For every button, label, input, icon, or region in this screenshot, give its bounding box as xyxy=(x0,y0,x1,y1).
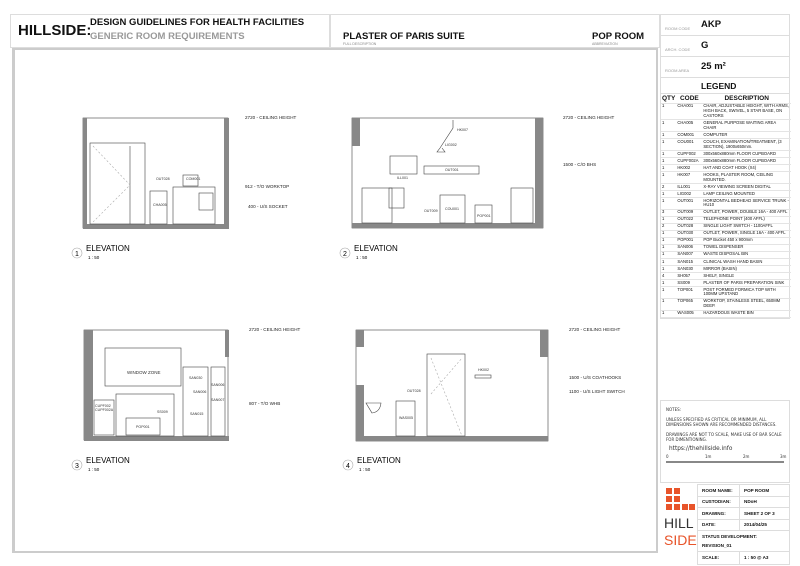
legend-qty: 1 xyxy=(661,286,676,298)
tag: WINDOW ZONE xyxy=(127,370,161,375)
legend-row xyxy=(661,265,791,272)
legend-description: WORKTOP, STAINLESS STEEL, 650MM DEEP. xyxy=(702,298,791,310)
legend-code: CHA005 xyxy=(676,120,702,132)
note: DRAWINGS ARE NOT TO SCALE, MAKE USE OF BAR SCALE FOR DIMENTIONING. xyxy=(666,432,782,442)
room-code-label: ROOM CODE xyxy=(665,26,691,31)
elevation-number: 2 xyxy=(343,251,347,258)
legend-code: TOP065 xyxy=(676,298,702,310)
legend-row xyxy=(661,190,791,197)
legend-code: COU001 xyxy=(676,139,702,151)
col-code: CODE xyxy=(676,94,702,103)
elevation-title-2 xyxy=(340,244,398,260)
legend-qty: 2 xyxy=(661,183,676,190)
legend-row xyxy=(661,310,791,317)
tag: SAN030 xyxy=(189,376,203,380)
door xyxy=(427,354,465,436)
legend-code: OUT030 xyxy=(676,230,702,237)
level-label: 1500 - C/O BHS xyxy=(563,162,597,167)
legend-qty: 4 xyxy=(661,272,676,279)
custodian: NDoH xyxy=(744,499,757,505)
arch-code-label: ARCH. CODE xyxy=(665,47,691,52)
tag: OUT001 xyxy=(445,168,459,172)
legend-code: COM001 xyxy=(676,132,702,139)
legend-description: X-RAY VIEWING SCREEN DIGITAL xyxy=(702,183,791,190)
tag: HK002 xyxy=(478,368,489,372)
legend-qty: 1 xyxy=(661,216,676,223)
room-name: POP ROOM xyxy=(744,487,770,493)
legend-qty: 2 xyxy=(661,223,676,230)
legend-description: HORIZONTAL BEDHEAD SERVICE TRUNK - HU10 xyxy=(702,197,791,209)
legend-description: COUCH, EXAMINATION/TREATMENT, (3 SECTION), 1900x650mm. xyxy=(702,139,791,151)
drawing: SHEET 2 OF 3 xyxy=(744,510,775,516)
legend-qty: 1 xyxy=(661,158,676,165)
legend-description: HOOKS, PLASTER ROOM, CEILING MOUNTED. xyxy=(702,172,791,184)
legend-row xyxy=(661,103,791,120)
tag: CUPF002A xyxy=(95,408,114,412)
note: UNLESS SPECIFIED AS CRITICAL OR MINIMUM, ALL DIMENSIONS SHOWN ARE RECOMMENDED DISTANCES. xyxy=(666,417,777,427)
level-label: 400 - U/S SOCKET xyxy=(248,204,288,209)
legend-row xyxy=(661,286,791,298)
legend-row xyxy=(661,209,791,216)
status-label: STATUS DEVELOPMENT: xyxy=(702,534,757,539)
level-label: 2720 - CEILING HEIGHT xyxy=(245,115,297,120)
legend-title: LEGEND xyxy=(701,81,737,91)
legend-description: CHAIR, ADJUSTABLE HEIGHT, WITH ARMS, HIGH BACK, SWIVEL, 5 STAR BASE, ON CASTORS xyxy=(702,103,791,120)
legend-qty: 1 xyxy=(661,165,676,172)
tag: CUPF002 xyxy=(95,404,111,408)
legend-qty: 1 xyxy=(661,237,676,244)
desk xyxy=(362,188,392,223)
tag: ILL001 xyxy=(397,176,408,180)
room-outline xyxy=(84,330,228,440)
tag: POP001 xyxy=(477,214,491,218)
door xyxy=(90,143,145,224)
elevation-title: ELEVATION xyxy=(354,244,398,253)
legend-description: OUTLET, POWER, DOUBLE 16A - 400 AFFL xyxy=(702,209,791,216)
tag: COM001 xyxy=(186,177,201,181)
room-outline xyxy=(83,118,228,228)
tag: OUT028 xyxy=(407,389,421,393)
legend-qty: 1 xyxy=(661,258,676,265)
legend-row xyxy=(661,183,791,190)
scale-label: SCALE: xyxy=(698,552,740,564)
legend-qty: 1 xyxy=(661,230,676,237)
elevation-3-drawing xyxy=(84,330,229,441)
legend-description: MIRROR (BASIN) xyxy=(702,265,791,272)
sink-unit xyxy=(511,188,533,223)
elevation-1-drawing xyxy=(83,118,229,229)
legend-row xyxy=(661,237,791,244)
legend-qty: 1 xyxy=(661,265,676,272)
level-label: 2720 - CEILING HEIGHT xyxy=(249,327,301,332)
legend-row xyxy=(661,230,791,237)
hillside-logo xyxy=(662,486,697,550)
legend-code: SAN007 xyxy=(676,251,702,258)
legend-code: SAN030 xyxy=(676,265,702,272)
room-outline xyxy=(356,330,548,441)
coat-hooks xyxy=(475,375,491,378)
legend-qty: 1 xyxy=(661,298,676,310)
elevation-title-4 xyxy=(343,456,401,472)
legend-qty: 1 xyxy=(661,103,676,120)
legend-description: WASTE DISPOSAL BIN xyxy=(702,251,791,258)
legend-qty: 1 xyxy=(661,251,676,258)
scale: 1 : 50 @ A3 xyxy=(744,555,769,561)
tag: HK007 xyxy=(457,128,468,132)
tag: POP001 xyxy=(136,425,150,429)
brand-title: HILLSIDE: xyxy=(18,22,92,39)
abbreviation-label: ABBREVIATION xyxy=(592,42,618,46)
legend-row xyxy=(661,223,791,230)
level-label: 912 - T/O WORKTOP xyxy=(245,184,290,189)
full-description: PLASTER OF PARIS SUITE xyxy=(343,31,465,42)
wall xyxy=(224,118,229,228)
legend-row xyxy=(661,279,791,286)
room-area-label: ROOM AREA xyxy=(665,68,690,73)
ceiling-lamp xyxy=(437,120,453,152)
elevation-4-drawing xyxy=(356,330,548,441)
legend-row xyxy=(661,251,791,258)
elevation-title: ELEVATION xyxy=(357,456,401,465)
elevation-scale: 1 : 50 xyxy=(88,467,100,472)
legend-description: LAMP CEILING MOUNTED xyxy=(702,190,791,197)
legend-code: SH057 xyxy=(676,272,702,279)
worktop-unit xyxy=(116,394,174,436)
tag: SAN006 xyxy=(211,383,225,387)
date: 2014/04/25 xyxy=(744,522,767,528)
tag: OUT028 xyxy=(156,177,170,181)
legend-description: COMPUTER xyxy=(702,132,791,139)
legend-code: LIG002 xyxy=(676,190,702,197)
legend-qty: 1 xyxy=(661,120,676,132)
level-label: 2720 - CEILING HEIGHT xyxy=(563,115,615,120)
scale-tick: 1m xyxy=(705,454,712,459)
col-description: DESCRIPTION xyxy=(702,94,791,103)
legend-row xyxy=(661,139,791,151)
scale-tick: 2m xyxy=(743,454,750,459)
legend-description: CLINICAL WASH HAND BASIN xyxy=(702,258,791,265)
legend-code: CHA001 xyxy=(676,103,702,120)
legend-description: OUTLET, POWER, SINGLE 16A - 400 AFFL xyxy=(702,230,791,237)
legend-description: POP Bucket 450 x 900mm xyxy=(702,237,791,244)
level-label: 2720 - CEILING HEIGHT xyxy=(569,327,621,332)
elevation-title-1 xyxy=(72,244,130,260)
scale-tick: 3m xyxy=(780,454,787,459)
tag: WAS005 xyxy=(399,416,414,420)
room-code: AKP xyxy=(701,19,722,30)
legend-qty: 1 xyxy=(661,139,676,151)
svg-text:SIDE: SIDE xyxy=(664,532,697,548)
floor xyxy=(83,224,229,229)
room-outline xyxy=(352,118,543,228)
legend-code: SS009 xyxy=(676,279,702,286)
legend-code: TOP001 xyxy=(676,286,702,298)
svg-text:HILL: HILL xyxy=(664,515,694,531)
legend-description: SHELF, SINGLE xyxy=(702,272,791,279)
legend-row xyxy=(661,197,791,209)
full-description-label: FULL DESCRIPTION xyxy=(343,42,377,46)
website-link[interactable]: https://thehillside.info xyxy=(669,446,733,452)
legend-row xyxy=(661,158,791,165)
legend-row xyxy=(661,298,791,310)
elevation-number: 4 xyxy=(346,463,350,470)
legend-code: CUPF002A xyxy=(676,158,702,165)
document-subtitle: GENERIC ROOM REQUIREMENTS xyxy=(90,31,245,42)
elevation-scale: 1 : 50 xyxy=(88,255,100,260)
legend-description: 300x560x880mm FLOOR CUPBOARD xyxy=(702,158,791,165)
legend-description: 300x560x880mm FLOOR CUPBOARD xyxy=(702,151,791,158)
notes-panel xyxy=(660,400,790,483)
legend-qty: 1 xyxy=(661,190,676,197)
legend-code: OUT009 xyxy=(676,209,702,216)
wall xyxy=(83,118,87,228)
scale-tick: 0 xyxy=(666,454,669,459)
xray-viewer xyxy=(390,156,417,174)
level-label: 1500 - U/S COATHOOKS xyxy=(569,375,622,380)
elevation-number: 1 xyxy=(75,251,79,258)
col-qty: QTY xyxy=(662,94,676,102)
elevation-title: ELEVATION xyxy=(86,456,130,465)
worktop xyxy=(173,187,215,224)
legend-row xyxy=(661,216,791,223)
room-name-label: ROOM NAME: xyxy=(698,485,740,496)
basin xyxy=(366,403,381,413)
elevation-2-drawing xyxy=(352,118,543,228)
tag: SS009 xyxy=(157,410,168,414)
tag: SAN015 xyxy=(190,412,204,416)
notes-title: NOTES: xyxy=(666,407,681,412)
legend-row xyxy=(661,172,791,184)
document-title: DESIGN GUIDELINES FOR HEALTH FACILITIES xyxy=(90,17,305,28)
chair xyxy=(150,191,167,224)
legend-description: TELEPHONE POINT (400 AFFL) xyxy=(702,216,791,223)
custodian-label: CUSTODIAN: xyxy=(698,497,740,508)
legend-code: HK002 xyxy=(676,165,702,172)
scale-bar xyxy=(666,454,787,466)
legend-row xyxy=(661,132,791,139)
legend-code: OUT022 xyxy=(676,216,702,223)
legend-qty: 3 xyxy=(661,209,676,216)
legend-row xyxy=(661,165,791,172)
legend-qty: 1 xyxy=(661,197,676,209)
legend-row xyxy=(661,120,791,132)
office-chair xyxy=(199,193,213,210)
abbreviation: POP ROOM xyxy=(592,31,645,42)
legend-row xyxy=(661,244,791,251)
level-label: 1100 - U/S LIGHT SWITCH xyxy=(569,389,625,394)
tag: CHA005 xyxy=(153,203,167,207)
legend-row xyxy=(661,151,791,158)
elevation-scale: 1 : 50 xyxy=(359,467,371,472)
legend-code: POP001 xyxy=(676,237,702,244)
legend-row xyxy=(661,272,791,279)
window-zone xyxy=(105,348,181,386)
tag: COU001 xyxy=(445,207,459,211)
legend-row xyxy=(661,258,791,265)
legend-description: TOWEL DISPENSER xyxy=(702,244,791,251)
title-block xyxy=(697,484,790,565)
legend-qty: 1 xyxy=(661,310,676,317)
room-info-panel xyxy=(660,14,790,319)
legend-qty: 1 xyxy=(661,172,676,184)
tag: LIG002 xyxy=(445,143,457,147)
legend-table xyxy=(661,94,791,318)
legend-code: OUT028 xyxy=(676,223,702,230)
legend-qty: 1 xyxy=(661,151,676,158)
arch-code: G xyxy=(701,40,709,51)
legend-qty: 1 xyxy=(661,132,676,139)
legend-code: SAN015 xyxy=(676,258,702,265)
elevation-title-3 xyxy=(72,456,130,472)
legend-code: HK007 xyxy=(676,172,702,184)
elevation-number: 3 xyxy=(75,463,79,470)
date-label: DATE: xyxy=(698,520,740,531)
tag: OUT009 xyxy=(424,209,438,213)
legend-description: SINGLE LIGHT SWITCH - 1100AFFL xyxy=(702,223,791,230)
legend-code: WAS005 xyxy=(676,310,702,317)
legend-description: GENERAL PURPOSE WAITING AREA CHAIR xyxy=(702,120,791,132)
legend-code: ILL001 xyxy=(676,183,702,190)
legend-description: HAT AND COAT HOOK (X4) xyxy=(702,165,791,172)
level-label: 807 - T/O WHB xyxy=(249,401,281,406)
legend-code: CUPF002 xyxy=(676,151,702,158)
tag: SAN007 xyxy=(211,398,225,402)
elevation-title: ELEVATION xyxy=(86,244,130,253)
legend-code: OUT001 xyxy=(676,197,702,209)
drawing-label: DRAWING: xyxy=(698,508,740,519)
legend-qty: 1 xyxy=(661,279,676,286)
legend-description: PLASTER OF PARIS PREPARATION SINK xyxy=(702,279,791,286)
legend-description: POST FORMED FORMICA TOP WITH 100MM UPSTAND xyxy=(702,286,791,298)
legend-code: SAN006 xyxy=(676,244,702,251)
legend-description: HAZARDOUS WASTE BIN xyxy=(702,310,791,317)
legend-qty: 1 xyxy=(661,244,676,251)
status: REVISION_01 xyxy=(702,543,732,548)
elevation-scale: 1 : 50 xyxy=(356,255,368,260)
tag: SAN006 xyxy=(193,390,207,394)
chair xyxy=(389,188,404,208)
room-area: 25 m² xyxy=(701,61,726,72)
